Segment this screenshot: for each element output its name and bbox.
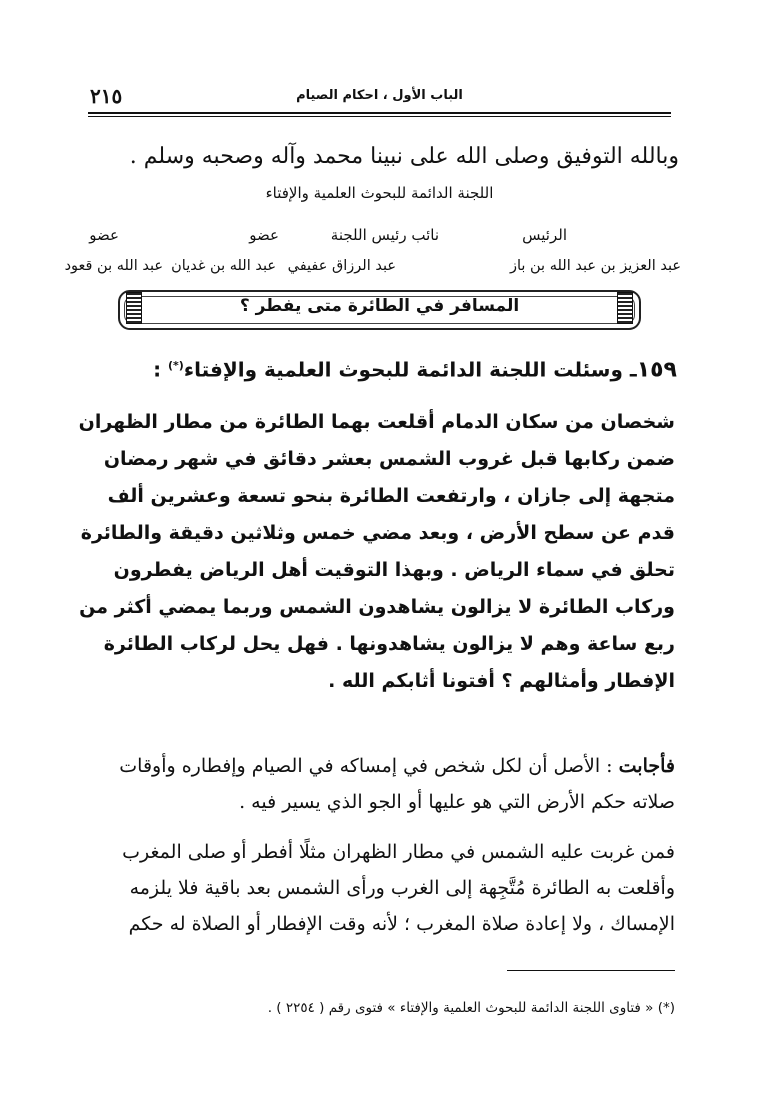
question-body [79,404,675,700]
question-line: الإفطار وأمثالهم ؟ أفتونا أثابكم الله . [328,670,675,692]
question-line: شخصان من سكان الدمام أقلعت بهما الطائرة من مطار الظهران [78,411,675,433]
header-rule [88,112,671,114]
question-line: وركاب الطائرة لا يزالون يشاهدون الشمس وربما يمضي أكثر من [79,596,675,618]
question-line: تحلق في سماء الرياض . وبهذا التوقيت أهل الرياض يفطرون [113,559,675,581]
signatory-roles [80,226,679,248]
committee-name: اللجنة الدائمة للبحوث العلمية والإفتاء [265,184,494,202]
closing-formula: وبالله التوفيق وصلى الله على نبينا محمد وآله وصحبه وسلم . [129,144,679,169]
section-banner [118,290,641,328]
answer-lead: فأجابت [618,755,675,777]
footnote-rule [507,970,675,971]
signatory-names [64,258,681,280]
question-heading-colon: : [153,357,169,382]
answer-line [79,748,675,784]
member-name: عبد الله بن غديان [171,258,276,274]
answer-line: فمن غربت عليه الشمس في مطار الظهران مثلًا أفطر أو صلى المغرب [122,841,675,863]
answer-text: : الأصل أن لكل شخص في إمساكه في الصيام وإفطاره وأوقات [119,755,619,777]
question-line: ضمن ركابها قبل غروب الشمس بعشر دقائق في شهر رمضان [103,448,675,470]
member-name: عبد الله بن قعود [64,258,163,274]
chapter-title: الباب الأول ، احكام الصيام [296,88,463,103]
role-member: عضو [249,226,279,244]
answer-body [79,748,675,942]
answer-line: وأقلعت به الطائرة مُتَّجِهة إلى الغرب ورأى الشمس بعد باقية فلا يلزمه [129,877,675,899]
question-heading-text: ـ وسئلت اللجنة الدائمة للبحوث العلمية والإفتاء [183,357,637,382]
question-number: ١٥٩ [636,357,677,383]
member-name: عبد العزيز بن عبد الله بن باز [509,258,681,274]
footnote: (*) « فتاوى اللجنة الدائمة للبحوث العلمية والإفتاء » فتوى رقم ( ٢٢٥٤ ) . [267,1000,675,1016]
running-header [88,86,671,108]
question-line: متجهة إلى جازان ، وارتفعت الطائرة بنحو تسعة وعشرين ألف [107,485,675,507]
paragraph-gap [79,820,675,834]
question-line: قدم عن سطح الأرض ، وبعد مضي خمس وثلاثين دقيقة والطائرة [80,522,675,544]
member-name: عبد الرزاق عفيفي [287,258,396,274]
role-member: عضو [89,226,119,244]
role-vice-chairman: نائب رئيس اللجنة [330,226,439,244]
answer-line: الإمساك ، ولا إعادة صلاة المغرب ؛ لأنه وقت الإفطار أو الصلاة له حكم [128,913,675,935]
question-line: ربع ساعة وهم لا يزالون يشاهدونها . فهل يحل لركاب الطائرة [103,633,675,655]
question-heading [77,350,677,387]
page-number: ٢١٥ [90,84,123,108]
section-title: المسافر في الطائرة متى يفطر ؟ [239,296,520,316]
header-rule-thin [88,116,671,117]
role-chairman: الرئيس [522,226,567,244]
footnote-marker: (*) [168,359,184,372]
answer-line: صلاته حكم الأرض التي هو عليها أو الجو الذي يسير فيه . [239,791,675,813]
